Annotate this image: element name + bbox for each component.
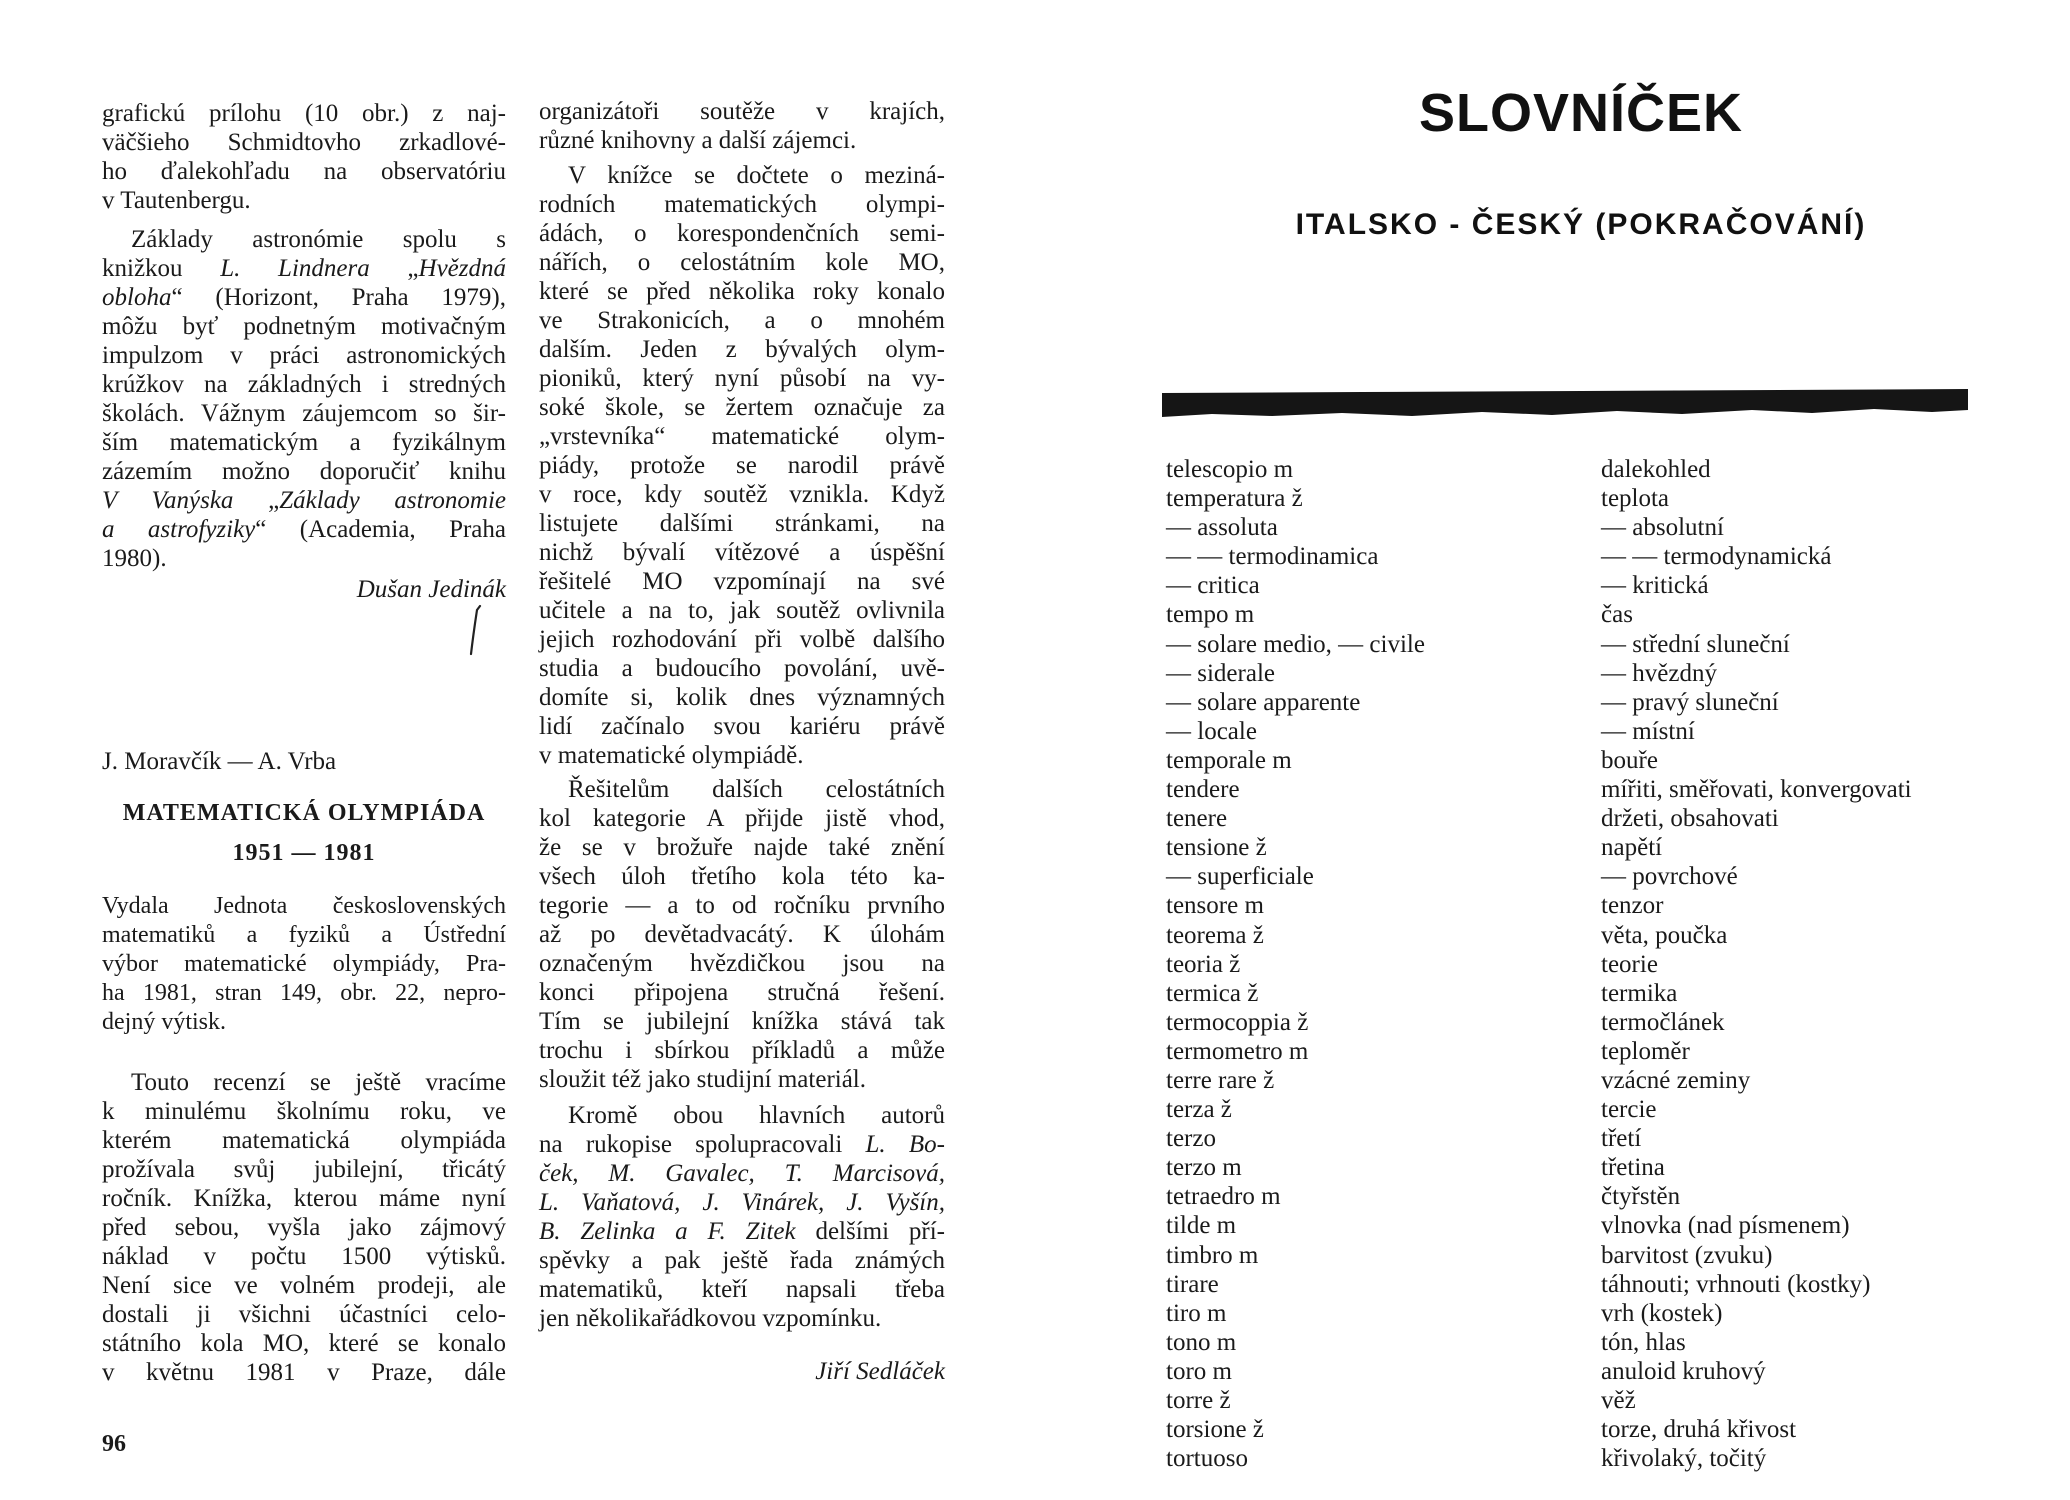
text-line: lidí začínalo svou kariéru právě bbox=[539, 713, 945, 740]
text-line: rodních matematických olympi- bbox=[539, 191, 945, 218]
glossary-row bbox=[1166, 891, 2026, 920]
glossary-row bbox=[1166, 950, 2026, 979]
text-line: trochu i sbírkou příkladů a může bbox=[539, 1037, 945, 1064]
glossary-row bbox=[1166, 630, 2026, 659]
glossary-row bbox=[1166, 455, 2026, 484]
text-line: k minulému školnímu roku, ve bbox=[102, 1098, 506, 1125]
text-line: v Tautenbergu. bbox=[102, 187, 251, 214]
text-line: v matematické olympiádě. bbox=[539, 742, 804, 769]
czech-term: tón, hlas bbox=[1601, 1328, 1686, 1356]
text-line: před sebou, vyšla jako zájmový bbox=[102, 1214, 506, 1241]
glossary-row bbox=[1166, 1299, 2026, 1328]
italian-term: timbro m bbox=[1166, 1241, 1259, 1269]
glossary-row bbox=[1166, 1095, 2026, 1124]
czech-term: čas bbox=[1601, 601, 1633, 629]
text-line: „vrstevníka“ matematické olym- bbox=[539, 423, 945, 450]
czech-term: tenzor bbox=[1601, 892, 1664, 920]
italian-term: — superficiale bbox=[1166, 863, 1314, 891]
italian-term: tetraedro m bbox=[1166, 1183, 1281, 1211]
text-line: ším matematickým a fyzikálnym bbox=[102, 429, 506, 456]
italic-text: V Vanýska bbox=[102, 487, 234, 514]
italian-term: tendere bbox=[1166, 776, 1240, 804]
text-line: jejich rozhodování při volbě dalšího bbox=[539, 626, 945, 653]
text-line: prožívala svůj jubilejní, třicátý bbox=[102, 1156, 506, 1183]
text-line: výbor matematické olympiády, Pra- bbox=[102, 951, 506, 977]
text-line: nářích, o celostátním kole MO, bbox=[539, 249, 945, 276]
italian-term: teorema ž bbox=[1166, 921, 1264, 949]
text-line: krúžkov na základných i stredných bbox=[102, 371, 506, 398]
text-line: matematiků a fyziků a Ústřední bbox=[102, 922, 506, 948]
italian-term: tilde m bbox=[1166, 1212, 1237, 1240]
italian-term: torsione ž bbox=[1166, 1416, 1264, 1444]
italic-text: L. Lindnera bbox=[220, 255, 370, 282]
text-line: V knížce se dočtete o meziná- bbox=[568, 162, 945, 189]
italian-term: — locale bbox=[1166, 717, 1257, 745]
text-line: nichž bývalí vítězové a úspěšní bbox=[539, 539, 945, 566]
italian-term: tiro m bbox=[1166, 1299, 1227, 1327]
czech-term: vlnovka (nad písmenem) bbox=[1601, 1212, 1850, 1240]
glossary-row bbox=[1166, 484, 2026, 513]
astronomy-review-continued-paragraph bbox=[102, 99, 506, 215]
text-line: dostali ji všichni účastníci celo- bbox=[102, 1301, 506, 1328]
glossary-row bbox=[1166, 775, 2026, 804]
czech-term: táhnouti; vrhnouti (kostky) bbox=[1601, 1270, 1871, 1298]
text-line: ha 1981, stran 149, obr. 22, nepro- bbox=[102, 980, 506, 1006]
italic-text: Hvězdná bbox=[418, 255, 506, 282]
glossary-row bbox=[1166, 1357, 2026, 1386]
text-line: piády, protože se narodil právě bbox=[539, 452, 945, 479]
review-paragraph-1-end bbox=[539, 97, 945, 155]
glossary-row bbox=[1166, 1241, 2026, 1270]
text-line: knižkou L. Lindnera „Hvězdná bbox=[102, 255, 506, 282]
astronomy-review-signature: Dušan Jedinák bbox=[356, 576, 506, 603]
black-divider-bar bbox=[1162, 389, 1968, 419]
glossary-row bbox=[1166, 979, 2026, 1008]
glossary-row bbox=[1166, 1182, 2026, 1211]
glossary-row bbox=[1166, 1008, 2026, 1037]
glossary-row bbox=[1166, 542, 2026, 571]
czech-term: teorie bbox=[1601, 950, 1658, 978]
czech-term: torze, druhá křivost bbox=[1601, 1416, 1797, 1444]
text-line: školách. Vážnym záujemcom so šir- bbox=[102, 400, 506, 427]
text-line: ho ďalekohľadu na observatóriu bbox=[102, 158, 506, 185]
text-line: soké škole, se žertem označuje za bbox=[539, 394, 945, 421]
text-line: označeným hvězdičkou jsou na bbox=[539, 950, 945, 977]
italian-term: terzo m bbox=[1166, 1154, 1242, 1182]
italian-term: torre ž bbox=[1166, 1387, 1231, 1414]
text-line: impulzom v práci astronomických bbox=[102, 342, 506, 369]
italian-term: termocoppia ž bbox=[1166, 1008, 1309, 1036]
text-line: ádách, o korespondenčních semi- bbox=[539, 220, 945, 247]
italian-term: toro m bbox=[1166, 1357, 1232, 1385]
czech-term: — povrchové bbox=[1601, 863, 1738, 891]
italic-text: Základy astronomie bbox=[279, 487, 506, 514]
czech-term: teploměr bbox=[1601, 1037, 1690, 1065]
text-line: spěvky a pak ještě řada známých bbox=[539, 1247, 945, 1274]
czech-term: mířiti, směřovati, konvergovati bbox=[1601, 776, 1912, 804]
italian-term: terzo bbox=[1166, 1125, 1216, 1153]
czech-term: dalekohled bbox=[1601, 456, 1711, 483]
text-line: ročník. Knížka, kterou máme nyní bbox=[102, 1185, 506, 1212]
italian-term: tortuoso bbox=[1166, 1445, 1248, 1473]
italian-term: — assoluta bbox=[1166, 514, 1278, 542]
italian-term: teoria ž bbox=[1166, 950, 1241, 978]
czech-term: anuloid kruhový bbox=[1601, 1357, 1766, 1385]
review-paragraph-1 bbox=[102, 1068, 506, 1387]
text-line: jen několikařádkovou vzpomínku. bbox=[539, 1305, 882, 1332]
italian-term: terza ž bbox=[1166, 1096, 1232, 1124]
text-line bbox=[539, 1188, 945, 1217]
text-line: v květnu 1981 v Praze, dále bbox=[102, 1359, 506, 1386]
italic-text: a astrofyziky bbox=[102, 516, 256, 543]
italic-text: B. Zelinka a F. Zitek bbox=[539, 1218, 796, 1245]
review-book-years: 1951 — 1981 bbox=[232, 840, 376, 866]
text-line: Řešitelům dalších celostátních bbox=[568, 776, 945, 803]
text-line: V Vanýska „Základy astronomie bbox=[102, 487, 506, 514]
czech-term: držeti, obsahovati bbox=[1601, 805, 1779, 833]
czech-term: napětí bbox=[1601, 834, 1663, 862]
text-line: na rukopise spolupracovali L. Bo- bbox=[539, 1131, 945, 1158]
glossary-row bbox=[1166, 1386, 2026, 1415]
glossary-row bbox=[1166, 1270, 2026, 1299]
text-line: Není sice ve volném prodeji, ale bbox=[102, 1272, 506, 1299]
text-line: a astrofyziky“ (Academia, Praha bbox=[102, 516, 506, 543]
czech-term: — hvězdný bbox=[1601, 659, 1717, 687]
text-line: Základy astronómie spolu s bbox=[131, 226, 506, 253]
czech-term: — pravý sluneční bbox=[1601, 688, 1779, 716]
italian-term: tono m bbox=[1166, 1328, 1237, 1356]
czech-term: bouře bbox=[1601, 746, 1658, 774]
text-line: 1980). bbox=[102, 545, 167, 572]
text-line: organizátoři soutěže v krajích, bbox=[539, 98, 945, 125]
italian-term: termometro m bbox=[1166, 1037, 1309, 1065]
text-line: které se před několika roky konalo bbox=[539, 278, 945, 305]
glossary-title: SLOVNÍČEK bbox=[1418, 83, 1744, 143]
czech-term: věž bbox=[1601, 1387, 1636, 1414]
text-line: řešitelé MO vzpomínají na své bbox=[539, 568, 945, 595]
text-line: různé knihovny a další zájemci. bbox=[539, 127, 857, 154]
glossary-row bbox=[1166, 1211, 2026, 1240]
italian-term: temperatura ž bbox=[1166, 485, 1303, 513]
czech-term: barvitost (zvuku) bbox=[1601, 1241, 1773, 1269]
astronomy-review-paragraph bbox=[102, 225, 506, 573]
text-line: sloužit též jako studijní materiál. bbox=[539, 1066, 867, 1093]
glossary-row bbox=[1166, 717, 2026, 746]
pen-stroke-mark bbox=[462, 604, 486, 658]
italian-term: tensione ž bbox=[1166, 834, 1267, 862]
czech-term: třetí bbox=[1601, 1125, 1642, 1153]
glossary-subtitle: ITALSKO - ČESKÝ (POKRAČOVÁNÍ) bbox=[1295, 208, 1867, 241]
glossary-row bbox=[1166, 688, 2026, 717]
glossary-row bbox=[1166, 600, 2026, 629]
italian-term: temporale m bbox=[1166, 746, 1292, 774]
text-line: pioniků, který nyní působí na vy- bbox=[539, 365, 945, 392]
page-number: 96 bbox=[102, 1431, 126, 1457]
glossary-row bbox=[1166, 746, 2026, 775]
italic-text: ček, M. Gavalec, T. Marcisová, bbox=[539, 1160, 945, 1187]
text-line: ve Strakonicích, a o mnohém bbox=[539, 307, 945, 334]
czech-term: teplota bbox=[1601, 485, 1670, 513]
text-line: konci připojena stručná řešení. bbox=[539, 979, 945, 1006]
text-line: náklad v počtu 1500 výtisků. bbox=[102, 1243, 506, 1270]
review-authors: J. Moravčík — A. Vrba bbox=[102, 748, 337, 775]
text-line: listujete dalšími stránkami, na bbox=[539, 510, 945, 537]
glossary-list bbox=[1166, 455, 2026, 1473]
italic-text: L. Vaňatová, J. Vinárek, J. Vyšín, bbox=[539, 1189, 945, 1216]
text-line: Kromě obou hlavních autorů bbox=[568, 1102, 945, 1129]
czech-term: termočlánek bbox=[1601, 1008, 1725, 1036]
text-line: dalším. Jeden z bývalých olym- bbox=[539, 336, 945, 363]
olympiad-review-signature: Jiří Sedláček bbox=[815, 1358, 945, 1385]
text-line: Touto recenzí se ještě vracíme bbox=[131, 1069, 506, 1096]
text-line: domíte si, kolik dnes významných bbox=[539, 684, 945, 711]
czech-term: — kritická bbox=[1601, 572, 1709, 600]
italian-term: termica ž bbox=[1166, 979, 1259, 1007]
czech-term: — — termodynamická bbox=[1601, 543, 1832, 571]
italian-term: — — termodinamica bbox=[1166, 543, 1379, 571]
text-line: že se v brožuře najde také znění bbox=[539, 834, 945, 861]
text-line: dejný výtisk. bbox=[102, 1009, 226, 1035]
czech-term: křivolaký, točitý bbox=[1601, 1445, 1767, 1473]
italic-text: L. Bo- bbox=[865, 1131, 945, 1158]
text-line: studia a budoucího povolání, uvě- bbox=[539, 655, 945, 682]
glossary-row bbox=[1166, 1153, 2026, 1182]
text-line: kterém matematická olympiáda bbox=[102, 1127, 506, 1154]
italian-term: tensore m bbox=[1166, 892, 1264, 920]
text-line: učitele a na to, jak soutěž ovlivnila bbox=[539, 597, 945, 624]
glossary-row bbox=[1166, 1415, 2026, 1444]
text-line: obloha“ (Horizont, Praha 1979), bbox=[102, 284, 506, 311]
review-publication-info bbox=[102, 892, 506, 1037]
text-line: môžu byť podnetným motivačným bbox=[102, 313, 506, 340]
text-line: B. Zelinka a F. Zitek delšími pří- bbox=[539, 1218, 945, 1245]
italian-term: — critica bbox=[1166, 572, 1260, 600]
text-line: kol kategorie A přijde jistě vhod, bbox=[539, 805, 945, 832]
text-line: grafickú prílohu (10 obr.) z naj- bbox=[102, 100, 506, 127]
review-paragraph-4 bbox=[539, 1101, 945, 1333]
czech-term: termika bbox=[1601, 979, 1678, 1007]
review-paragraph-3 bbox=[539, 775, 945, 1094]
italian-term: telescopio m bbox=[1166, 456, 1294, 483]
text-line: zázemím možno doporučiť knihu bbox=[102, 458, 506, 485]
text-line bbox=[539, 1159, 945, 1188]
czech-term: — absolutní bbox=[1601, 514, 1724, 542]
italian-term: — solare apparente bbox=[1166, 688, 1361, 716]
italian-term: — solare medio, — civile bbox=[1166, 630, 1425, 658]
czech-term: tercie bbox=[1601, 1096, 1657, 1124]
text-line: Tím se jubilejní knížka stává tak bbox=[539, 1008, 945, 1035]
italian-term: tempo m bbox=[1166, 601, 1255, 629]
glossary-row bbox=[1166, 921, 2026, 950]
glossary-row bbox=[1166, 1444, 2026, 1473]
glossary-row bbox=[1166, 1037, 2026, 1066]
italian-term: tirare bbox=[1166, 1270, 1219, 1298]
text-line: matematiků, kteří napsali třeba bbox=[539, 1276, 945, 1303]
text-line: všech úloh třetího kola této ka- bbox=[539, 863, 945, 890]
text-line: v roce, kdy soutěž vznikla. Když bbox=[539, 481, 945, 508]
text-line: státního kola MO, které se konalo bbox=[102, 1330, 506, 1357]
glossary-row bbox=[1166, 804, 2026, 833]
glossary-row bbox=[1166, 1066, 2026, 1095]
italic-text: obloha bbox=[102, 284, 172, 311]
czech-term: — místní bbox=[1601, 717, 1695, 745]
czech-term: čtyřstěn bbox=[1601, 1183, 1681, 1211]
czech-term: věta, poučka bbox=[1601, 921, 1728, 949]
czech-term: třetina bbox=[1601, 1154, 1665, 1182]
glossary-row bbox=[1166, 1328, 2026, 1357]
glossary-row bbox=[1166, 513, 2026, 542]
glossary-row bbox=[1166, 862, 2026, 891]
glossary-row bbox=[1166, 659, 2026, 688]
czech-term: vzácné zeminy bbox=[1601, 1066, 1751, 1094]
text-line: až po devětadvacátý. K úlohám bbox=[539, 921, 945, 948]
review-book-title: MATEMATICKÁ OLYMPIÁDA bbox=[122, 800, 486, 826]
czech-term: vrh (kostek) bbox=[1601, 1299, 1723, 1327]
text-line: Vydala Jednota československých bbox=[102, 893, 506, 919]
czech-term: — střední sluneční bbox=[1601, 630, 1790, 658]
glossary-row bbox=[1166, 1124, 2026, 1153]
text-line: väčšieho Schmidtovho zrkadlové- bbox=[102, 129, 506, 156]
review-paragraph-2 bbox=[539, 161, 945, 770]
text-line: tegorie — a to od ročníku prvního bbox=[539, 892, 945, 919]
glossary-row bbox=[1166, 571, 2026, 600]
italian-term: tenere bbox=[1166, 805, 1228, 833]
italian-term: — siderale bbox=[1166, 659, 1275, 687]
glossary-row bbox=[1166, 833, 2026, 862]
italian-term: terre rare ž bbox=[1166, 1066, 1275, 1094]
